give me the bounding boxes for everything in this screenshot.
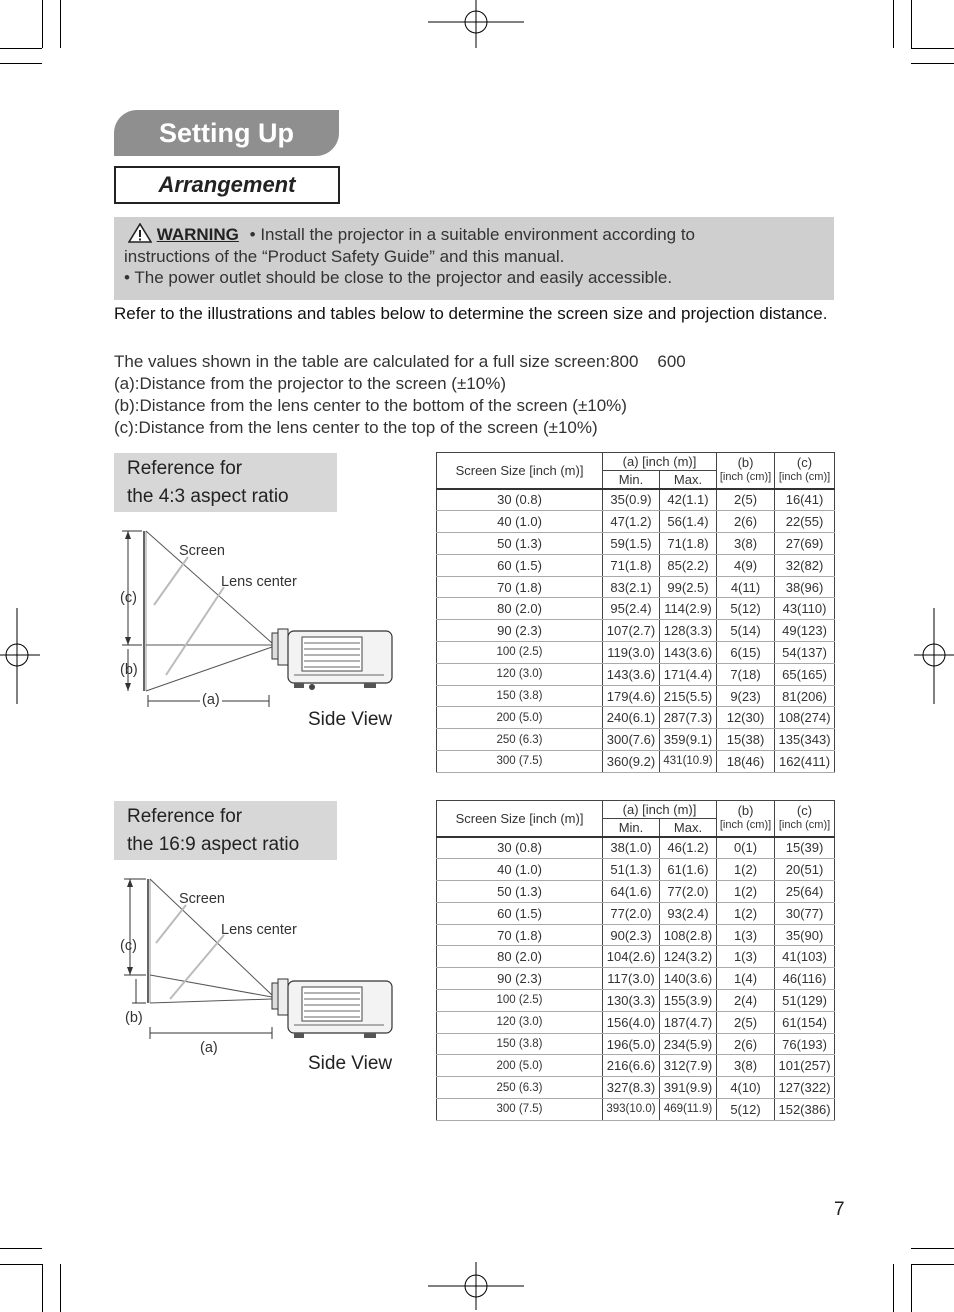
table-cell: 43(110) xyxy=(775,598,835,620)
table-cell: 81(206) xyxy=(775,685,835,707)
table-cell: 200 (5.0) xyxy=(437,707,603,729)
table-cell: 143(3.6) xyxy=(603,663,660,685)
table-row xyxy=(437,946,835,968)
table-cell: 179(4.6) xyxy=(603,685,660,707)
table-cell: 3(8) xyxy=(717,533,775,555)
side-view-diagram-16-9 xyxy=(114,873,404,1063)
header-c xyxy=(775,453,835,489)
header-screen-size: Screen Size [inch (m)] xyxy=(437,801,603,837)
table-cell: 2(5) xyxy=(717,489,775,511)
table-row xyxy=(437,554,835,576)
table-cell: 0(1) xyxy=(717,837,775,859)
table-cell: 41(103) xyxy=(775,946,835,968)
crop-mark xyxy=(911,1264,954,1265)
table-cell: 393(10.0) xyxy=(603,1099,660,1121)
crop-mark xyxy=(893,1264,894,1312)
table-cell: 77(2.0) xyxy=(660,881,717,903)
table-cell: 200 (5.0) xyxy=(437,1055,603,1077)
table-cell: 7(18) xyxy=(717,663,775,685)
registration-mark-right xyxy=(914,608,954,704)
table-cell: 152(386) xyxy=(775,1099,835,1121)
reference-box-4-3 xyxy=(114,453,337,512)
table-row xyxy=(437,598,835,620)
table-cell: 15(38) xyxy=(717,729,775,751)
table-cell: 128(3.3) xyxy=(660,620,717,642)
table-cell: 250 (6.3) xyxy=(437,1077,603,1099)
table-cell: 391(9.9) xyxy=(660,1077,717,1099)
crop-mark xyxy=(0,48,42,49)
table-cell: 107(2.7) xyxy=(603,620,660,642)
table-cell: 300(7.6) xyxy=(603,729,660,751)
table-cell: 54(137) xyxy=(775,642,835,664)
table-cell: 140(3.6) xyxy=(660,968,717,990)
reference-line: the 16:9 aspect ratio xyxy=(127,834,300,855)
table-cell: 2(6) xyxy=(717,1033,775,1055)
table-cell: 64(1.6) xyxy=(603,881,660,903)
table-cell: 30(77) xyxy=(775,902,835,924)
table-cell: 20(51) xyxy=(775,859,835,881)
table-cell: 30 (0.8) xyxy=(437,489,603,511)
table-cell: 90(2.3) xyxy=(603,924,660,946)
page-number: 7 xyxy=(834,1199,845,1220)
table-cell: 38(96) xyxy=(775,576,835,598)
header-max: Max. xyxy=(660,819,717,837)
table-row xyxy=(437,881,835,903)
header-b xyxy=(717,801,775,837)
table-row xyxy=(437,751,835,773)
table-cell: 155(3.9) xyxy=(660,990,717,1012)
table-cell: 30 (0.8) xyxy=(437,837,603,859)
table-cell: 59(1.5) xyxy=(603,533,660,555)
dimension-c-label: (c) xyxy=(120,590,137,606)
table-cell: 49(123) xyxy=(775,620,835,642)
table-cell: 15(39) xyxy=(775,837,835,859)
registration-mark-bottom xyxy=(428,1262,524,1310)
table-row xyxy=(437,1033,835,1055)
table-cell: 150 (3.8) xyxy=(437,685,603,707)
side-view-label: Side View xyxy=(308,709,393,730)
table-cell: 100 (2.5) xyxy=(437,642,603,664)
table-cell: 360(9.2) xyxy=(603,751,660,773)
section-heading: Arrangement xyxy=(114,166,340,204)
table-row xyxy=(437,642,835,664)
table-row xyxy=(437,1077,835,1099)
table-cell: 2(6) xyxy=(717,511,775,533)
screen-label: Screen xyxy=(179,891,225,907)
table-row xyxy=(437,924,835,946)
table-cell: 18(46) xyxy=(717,751,775,773)
table-cell: 95(2.4) xyxy=(603,598,660,620)
table-cell: 3(8) xyxy=(717,1055,775,1077)
table-cell: 1(2) xyxy=(717,902,775,924)
side-view-diagram-4-3 xyxy=(114,525,404,715)
warning-box xyxy=(114,217,834,300)
table-cell: 143(3.6) xyxy=(660,642,717,664)
crop-mark xyxy=(911,1264,912,1312)
table-row xyxy=(437,837,835,859)
table-cell: 50 (1.3) xyxy=(437,881,603,903)
crop-mark xyxy=(911,0,912,48)
table-row xyxy=(437,1055,835,1077)
table-row xyxy=(437,729,835,751)
table-cell: 80 (2.0) xyxy=(437,598,603,620)
table-row xyxy=(437,620,835,642)
table-cell: 4(9) xyxy=(717,554,775,576)
table-cell: 162(411) xyxy=(775,751,835,773)
table-cell: 120 (3.0) xyxy=(437,663,603,685)
intro-note: (a):Distance from the projector to the screen (±10%) xyxy=(114,374,506,393)
table-cell: 42(1.1) xyxy=(660,489,717,511)
warning-text: • Install the projector in a suitable environment according to xyxy=(249,225,696,244)
table-cell: 85(2.2) xyxy=(660,554,717,576)
header-b xyxy=(717,453,775,489)
header-b-label: (b) xyxy=(737,803,754,819)
table-cell: 124(3.2) xyxy=(660,946,717,968)
table-cell: 150 (3.8) xyxy=(437,1033,603,1055)
table-row xyxy=(437,1099,835,1121)
table-row xyxy=(437,990,835,1012)
intro-note: The values shown in the table are calculated for a full size screen:800 600 xyxy=(114,352,686,371)
table-row xyxy=(437,902,835,924)
table-row xyxy=(437,533,835,555)
header-a: (a) [inch (m)] xyxy=(603,801,717,819)
dimension-c-label: (c) xyxy=(120,938,137,954)
intro-notes xyxy=(114,351,834,439)
reference-box-16-9 xyxy=(114,801,337,860)
table-row xyxy=(437,859,835,881)
lens-center-label: Lens center xyxy=(221,922,297,938)
table-cell: 2(5) xyxy=(717,1011,775,1033)
crop-mark xyxy=(42,0,43,48)
warning-line-2: instructions of the “Product Safety Guide” and this manual. xyxy=(124,246,565,266)
table-body-16-9 xyxy=(437,837,835,1121)
table-cell: 196(5.0) xyxy=(603,1033,660,1055)
table-cell: 51(129) xyxy=(775,990,835,1012)
table-cell: 119(3.0) xyxy=(603,642,660,664)
table-cell: 71(1.8) xyxy=(603,554,660,576)
table-cell: 1(4) xyxy=(717,968,775,990)
table-cell: 240(6.1) xyxy=(603,707,660,729)
projector-icon xyxy=(272,979,392,1038)
lens-center-label: Lens center xyxy=(221,574,297,590)
table-cell: 47(1.2) xyxy=(603,511,660,533)
table-cell: 2(4) xyxy=(717,990,775,1012)
table-cell: 83(2.1) xyxy=(603,576,660,598)
table-cell: 108(2.8) xyxy=(660,924,717,946)
dimension-a-label: (a) xyxy=(202,692,220,708)
header-c-label: (c) xyxy=(796,455,813,471)
page-title: Setting Up xyxy=(114,110,339,156)
table-cell: 61(154) xyxy=(775,1011,835,1033)
table-row xyxy=(437,707,835,729)
warning-triangle-icon xyxy=(128,223,152,243)
crop-mark xyxy=(0,1264,42,1265)
table-cell: 40 (1.0) xyxy=(437,859,603,881)
header-c-label: (c) xyxy=(796,803,813,819)
table-cell: 70 (1.8) xyxy=(437,924,603,946)
table-body-4-3 xyxy=(437,489,835,773)
header-c xyxy=(775,801,835,837)
warning-line-3: • The power outlet should be close to the projector and easily accessible. xyxy=(124,268,673,287)
table-cell: 51(1.3) xyxy=(603,859,660,881)
header-c-unit: [inch (cm)] xyxy=(778,471,831,484)
table-cell: 104(2.6) xyxy=(603,946,660,968)
table-cell: 5(12) xyxy=(717,598,775,620)
table-cell: 114(2.9) xyxy=(660,598,717,620)
table-row xyxy=(437,685,835,707)
intro-instruction: Refer to the illustrations and tables below to determine the screen size and projection distance. xyxy=(114,304,828,323)
table-cell: 99(2.5) xyxy=(660,576,717,598)
crop-mark xyxy=(60,1264,61,1312)
table-cell: 312(7.9) xyxy=(660,1055,717,1077)
table-cell: 4(10) xyxy=(717,1077,775,1099)
table-cell: 100 (2.5) xyxy=(437,990,603,1012)
table-row xyxy=(437,663,835,685)
table-cell: 5(12) xyxy=(717,1099,775,1121)
crop-mark xyxy=(0,1248,42,1249)
projection-table-16-9 xyxy=(436,800,835,1121)
warning-line-1 xyxy=(124,223,824,246)
table-cell: 35(90) xyxy=(775,924,835,946)
table-cell: 93(2.4) xyxy=(660,902,717,924)
header-screen-size: Screen Size [inch (m)] xyxy=(437,453,603,489)
table-cell: 4(11) xyxy=(717,576,775,598)
table-cell: 108(274) xyxy=(775,707,835,729)
header-c-unit: [inch (cm)] xyxy=(778,819,831,832)
table-cell: 300 (7.5) xyxy=(437,1099,603,1121)
table-cell: 32(82) xyxy=(775,554,835,576)
header-min: Min. xyxy=(603,471,660,489)
table-cell: 80 (2.0) xyxy=(437,946,603,968)
dimension-a-label: (a) xyxy=(200,1040,218,1056)
header-max: Max. xyxy=(660,471,717,489)
table-cell: 300 (7.5) xyxy=(437,751,603,773)
intro-note: (c):Distance from the lens center to the top of the screen (±10%) xyxy=(114,418,598,437)
crop-mark xyxy=(911,1248,954,1249)
table-cell: 234(5.9) xyxy=(660,1033,717,1055)
crop-mark xyxy=(893,0,894,48)
warning-label: WARNING xyxy=(156,225,239,244)
table-cell: 1(2) xyxy=(717,859,775,881)
table-cell: 22(55) xyxy=(775,511,835,533)
intro-note: (b):Distance from the lens center to the bottom of the screen (±10%) xyxy=(114,396,627,415)
header-min: Min. xyxy=(603,819,660,837)
table-cell: 25(64) xyxy=(775,881,835,903)
reference-line: the 4:3 aspect ratio xyxy=(127,486,289,507)
table-cell: 60 (1.5) xyxy=(437,554,603,576)
table-cell: 120 (3.0) xyxy=(437,1011,603,1033)
table-cell: 35(0.9) xyxy=(603,489,660,511)
table-cell: 216(6.6) xyxy=(603,1055,660,1077)
table-cell: 215(5.5) xyxy=(660,685,717,707)
table-cell: 130(3.3) xyxy=(603,990,660,1012)
table-cell: 5(14) xyxy=(717,620,775,642)
crop-mark xyxy=(911,63,954,64)
dimension-b-label: (b) xyxy=(125,1010,143,1026)
crop-mark xyxy=(911,48,954,49)
screen-label: Screen xyxy=(179,543,225,559)
reference-line: Reference for xyxy=(127,458,243,479)
table-cell: 90 (2.3) xyxy=(437,620,603,642)
table-cell: 135(343) xyxy=(775,729,835,751)
dimension-b-label: (b) xyxy=(120,662,138,678)
table-cell: 1(2) xyxy=(717,881,775,903)
table-cell: 101(257) xyxy=(775,1055,835,1077)
projector-icon xyxy=(272,629,392,690)
header-b-unit: [inch (cm)] xyxy=(719,471,772,484)
table-cell: 1(3) xyxy=(717,946,775,968)
table-cell: 127(322) xyxy=(775,1077,835,1099)
table-cell: 38(1.0) xyxy=(603,837,660,859)
registration-mark-top xyxy=(428,0,524,48)
table-cell: 71(1.8) xyxy=(660,533,717,555)
table-cell: 40 (1.0) xyxy=(437,511,603,533)
table-cell: 250 (6.3) xyxy=(437,729,603,751)
reference-line: Reference for xyxy=(127,806,243,827)
table-cell: 27(69) xyxy=(775,533,835,555)
table-cell: 359(9.1) xyxy=(660,729,717,751)
table-cell: 9(23) xyxy=(717,685,775,707)
table-cell: 1(3) xyxy=(717,924,775,946)
table-row xyxy=(437,576,835,598)
table-cell: 156(4.0) xyxy=(603,1011,660,1033)
table-cell: 469(11.9) xyxy=(660,1099,717,1121)
table-row xyxy=(437,511,835,533)
table-row xyxy=(437,489,835,511)
table-cell: 65(165) xyxy=(775,663,835,685)
side-view-label: Side View xyxy=(308,1053,393,1074)
table-cell: 6(15) xyxy=(717,642,775,664)
crop-mark xyxy=(0,63,42,64)
table-cell: 287(7.3) xyxy=(660,707,717,729)
table-cell: 56(1.4) xyxy=(660,511,717,533)
crop-mark xyxy=(42,1264,43,1312)
table-cell: 77(2.0) xyxy=(603,902,660,924)
header-b-unit: [inch (cm)] xyxy=(719,819,772,832)
table-cell: 46(116) xyxy=(775,968,835,990)
table-cell: 16(41) xyxy=(775,489,835,511)
projection-table-4-3 xyxy=(436,452,835,773)
header-b-label: (b) xyxy=(737,455,754,471)
table-cell: 70 (1.8) xyxy=(437,576,603,598)
crop-mark xyxy=(60,0,61,48)
table-cell: 117(3.0) xyxy=(603,968,660,990)
table-cell: 187(4.7) xyxy=(660,1011,717,1033)
table-cell: 61(1.6) xyxy=(660,859,717,881)
table-cell: 171(4.4) xyxy=(660,663,717,685)
table-cell: 431(10.9) xyxy=(660,751,717,773)
registration-mark-left xyxy=(0,608,40,704)
table-cell: 46(1.2) xyxy=(660,837,717,859)
table-cell: 60 (1.5) xyxy=(437,902,603,924)
table-row xyxy=(437,1011,835,1033)
table-cell: 76(193) xyxy=(775,1033,835,1055)
table-row xyxy=(437,968,835,990)
table-cell: 327(8.3) xyxy=(603,1077,660,1099)
table-cell: 90 (2.3) xyxy=(437,968,603,990)
table-cell: 50 (1.3) xyxy=(437,533,603,555)
table-cell: 12(30) xyxy=(717,707,775,729)
header-a: (a) [inch (m)] xyxy=(603,453,717,471)
